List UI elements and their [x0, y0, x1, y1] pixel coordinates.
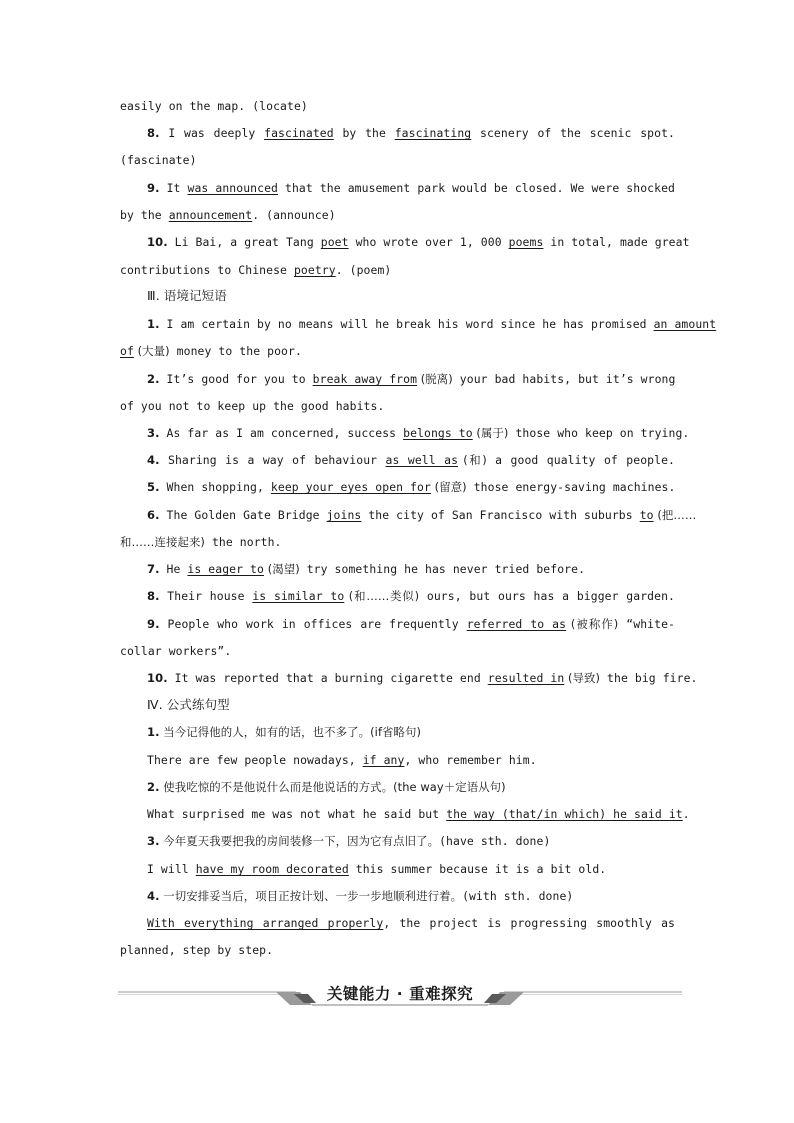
item-number: 3. [147, 834, 160, 848]
line-text: “white- [618, 617, 676, 631]
chinese-gloss: (if省略句) [370, 725, 422, 739]
line-text: by the [333, 126, 395, 140]
answer-text: keep your eyes open for [270, 480, 431, 494]
chinese-gloss: (渴望) [263, 562, 300, 576]
chinese-gloss: 使我吃惊的不是他说什么而是他说话的方式。 [159, 780, 394, 794]
text-line [147, 425, 690, 441]
line-text: of you not to keep up the good habits. [120, 399, 385, 413]
line-text: It [159, 181, 188, 195]
text-line [120, 207, 675, 223]
item-number: 10. [147, 671, 168, 685]
line-text: (have sth. done) [439, 834, 551, 848]
text-line [120, 643, 675, 659]
item-number: 9. [147, 181, 160, 195]
text-line [147, 697, 675, 713]
line-text: . [682, 807, 690, 821]
item-number: 7. [147, 562, 160, 576]
section-heading: Ⅳ. 公式练句型 [147, 697, 230, 712]
answer-text: belongs to [403, 426, 473, 440]
text-line [147, 670, 698, 686]
line-text: the north. [204, 535, 282, 549]
line-text: collar workers”. [120, 644, 232, 658]
line-text: planned, step by step. [120, 943, 274, 957]
line-text: try something he has never tried before. [299, 562, 586, 576]
chinese-gloss: (导致) [564, 671, 601, 685]
chinese-gloss: 一切安排妥当后，项目正按计划、一步一步地顺利进行着。 [159, 889, 463, 903]
text-line [120, 262, 675, 278]
line-text: I was deeply [159, 126, 265, 140]
section-heading: Ⅲ. 语境记短语 [147, 288, 227, 303]
line-text: What surprised me was not what he said but [147, 807, 447, 821]
chinese-gloss: 今年夏天我要把我的房间装修一下，因为它有点旧了。 [159, 834, 440, 848]
line-text: those who keep on trying. [508, 426, 690, 440]
text-line [147, 833, 675, 849]
line-text: easily on the map. (locate) [120, 99, 308, 113]
text-line [147, 915, 675, 931]
item-number: 1. [147, 725, 160, 739]
answer-text: of [120, 344, 134, 358]
answer-text: poetry [293, 263, 336, 277]
line-text: He [159, 562, 188, 576]
line-text: in total, made great [543, 235, 690, 249]
text-line [147, 316, 717, 332]
text-line [120, 152, 675, 168]
chinese-gloss: 当今记得他的人，如有的话，也不多了。 [159, 725, 371, 739]
answer-text: was announced [187, 181, 278, 195]
line-text: There are few people nowadays, [147, 753, 363, 767]
line-text: scenery of the scenic spot. [471, 126, 675, 140]
banner-title: 关键能力 · 重难探究 [326, 985, 474, 1003]
text-line [147, 888, 675, 904]
line-text: As far as I am concerned, success [159, 426, 404, 440]
text-line [147, 752, 675, 768]
item-number: 1. [147, 317, 160, 331]
line-text: I will [147, 862, 196, 876]
line-text: money to the poor. [169, 344, 302, 358]
text-line [147, 479, 675, 495]
line-text: Their house [159, 589, 253, 603]
text-line [120, 534, 675, 550]
line-text: those energy-saving machines. [466, 480, 676, 494]
line-text: by the [120, 208, 169, 222]
text-line [120, 343, 675, 359]
answer-text: referred to as [466, 617, 567, 631]
text-line [147, 125, 675, 141]
answer-text: if any [362, 753, 405, 767]
text-line [147, 561, 675, 577]
line-text: (with sth. done) [462, 889, 574, 903]
chinese-gloss: (和……类似) [344, 589, 420, 603]
item-number: 2. [147, 780, 160, 794]
line-text: contributions to Chinese [120, 263, 294, 277]
chinese-gloss: (属于) [472, 426, 509, 440]
text-line [147, 288, 675, 304]
item-number: 8. [147, 589, 160, 603]
line-text: When shopping, [159, 480, 271, 494]
line-text: who wrote over 1, 000 [348, 235, 509, 249]
line-text: , the project is progressing smoothly as [383, 916, 676, 930]
text-line [120, 942, 675, 958]
line-text: your bad habits, but it’s wrong [452, 372, 676, 386]
answer-text: break away from [312, 372, 418, 386]
answer-text: the way (that/in which) he said it [446, 807, 683, 821]
chinese-gloss: (大量) [133, 344, 170, 358]
chinese-gloss: (把…… [653, 508, 697, 522]
text-line [147, 371, 675, 387]
answer-text: an amount [653, 317, 717, 331]
chinese-gloss: (脱离) [417, 372, 453, 386]
answer-text: announcement [168, 208, 253, 222]
text-line [147, 779, 675, 795]
answer-text: have my room decorated [195, 862, 349, 876]
line-text: The Golden Gate Bridge [159, 508, 327, 522]
chinese-gloss: (留意) [430, 480, 467, 494]
line-text: the big fire. [600, 671, 698, 685]
answer-text: poems [508, 235, 544, 249]
answer-text: as well as [385, 453, 459, 467]
text-line [147, 234, 690, 250]
text-line [147, 806, 690, 822]
line-text: . (poem) [335, 263, 392, 277]
text-line [147, 616, 675, 632]
answer-text: resulted in [487, 671, 565, 685]
line-text: I am certain by no means will he break his word since he has promised [159, 317, 654, 331]
item-number: 6. [147, 508, 160, 522]
answer-text: fascinating [394, 126, 472, 140]
item-number: 5. [147, 480, 160, 494]
item-number: 2. [147, 372, 160, 386]
chinese-gloss: (被称作) [566, 617, 619, 631]
item-number: 8. [147, 126, 160, 140]
line-text: It’s good for you to [159, 372, 313, 386]
line-text: People who work in offices are frequently [159, 617, 467, 631]
line-text: that the amusement park would be closed. We were shocked [278, 181, 675, 195]
line-text: (fascinate) [120, 153, 197, 167]
line-text: a good quality of people. [486, 453, 675, 467]
chinese-gloss: (the way＋定语从句) [393, 780, 506, 794]
line-text: Sharing is a way of behaviour [159, 453, 386, 467]
text-line [147, 180, 675, 196]
line-text: ours, but ours has a bigger garden. [419, 589, 676, 603]
text-line [147, 588, 675, 604]
item-number: 3. [147, 426, 160, 440]
item-number: 4. [147, 453, 160, 467]
item-number: 10. [147, 235, 168, 249]
item-number: 4. [147, 889, 160, 903]
line-text: this summer because it is a bit old. [348, 862, 607, 876]
line-text: , who remember him. [404, 753, 537, 767]
answer-text: is eager to [187, 562, 264, 576]
section-banner [118, 978, 682, 1014]
line-text: It was reported that a burning cigarette end [167, 671, 488, 685]
line-text: . (announce) [252, 208, 336, 222]
answer-text: With everything arranged properly [147, 916, 384, 930]
text-line [147, 507, 697, 523]
line-text: Li Bai, a great Tang [167, 235, 321, 249]
text-line [147, 861, 675, 877]
chinese-gloss: (和) [458, 453, 487, 467]
text-line [147, 724, 675, 740]
answer-text: to [639, 508, 654, 522]
text-line [147, 452, 675, 468]
text-line [120, 98, 675, 114]
answer-text: poet [320, 235, 349, 249]
chinese-gloss: 和……连接起来) [120, 535, 205, 549]
line-text: the city of San Francisco with suburbs [361, 508, 640, 522]
answer-text: fascinated [264, 126, 334, 140]
answer-text: is similar to [252, 589, 345, 603]
answer-text: joins [326, 508, 362, 522]
item-number: 9. [147, 617, 160, 631]
text-line [120, 398, 675, 414]
